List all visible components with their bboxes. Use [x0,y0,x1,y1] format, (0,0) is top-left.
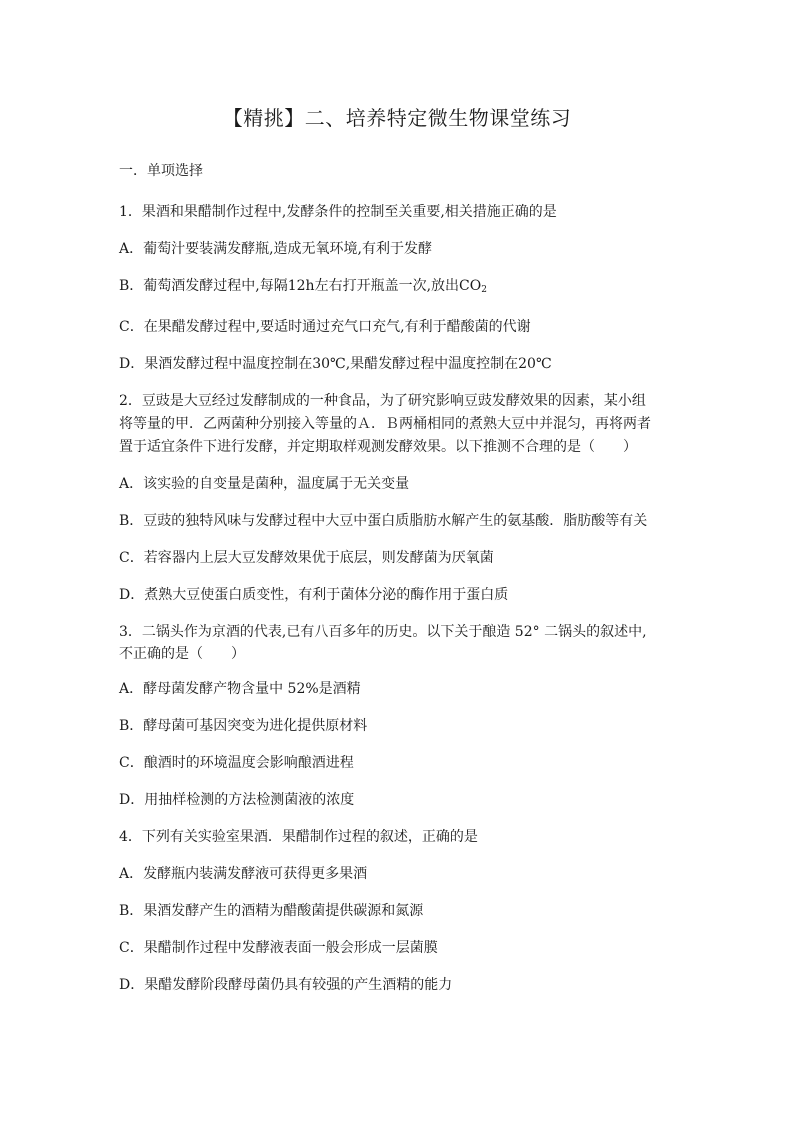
question-1-option-d: D．果酒发酵过程中温度控制在30℃,果醋发酵过程中温度控制在20℃ [119,356,552,372]
page-title: 【精挑】二、培养特定微生物课堂练习 [222,106,572,130]
question-list [119,201,679,1011]
question-3-stem [119,621,679,665]
question-1-option-b [119,275,679,301]
question-3-option-c: C．酿酒时的环境温度会影响酿酒进程 [119,755,354,771]
question-3-stem-line-2: 不正确的是（ ） [119,646,245,662]
question-3-option-a: A．酵母菌发酵产物含量中 52%是酒精 [119,681,361,697]
question-4-option-b: B．果酒发酵产生的酒精为醋酸菌提供碳源和氮源 [119,903,424,919]
question-2-option-d: D．煮熟大豆使蛋白质变性，有利于菌体分泌的酶作用于蛋白质 [119,587,509,603]
question-1-stem: 1．果酒和果醋制作过程中,发酵条件的控制至关重要,相关措施正确的是 [119,204,557,220]
question-2-option-a: A．该实验的自变量是菌种，温度属于无关变量 [119,476,410,492]
question-2-option-c: C．若容器内上层大豆发酵效果优于底层，则发酵菌为厌氧菌 [119,550,494,566]
question-4-option-d: D．果醋发酵阶段酵母菌仍具有较强的产生酒精的能力 [119,977,453,993]
question-2-option-b: B．豆豉的独特风味与发酵过程中大豆中蛋白质脂肪水解产生的氨基酸．脂肪酸等有关 [119,513,648,529]
question-2-stem [119,390,679,458]
question-3-option-b: B．酵母菌可基因突变为进化提供原材料 [119,718,368,734]
question-2-stem-line-3: 置于适宜条件下进行发酵，并定期取样观测发酵效果。以下推测不合理的是（ ） [119,439,637,455]
question-1-option-b-text: B．葡萄酒发酵过程中,每隔12h左右打开瓶盖一次,放出CO [119,278,482,294]
question-4-option-c: C．果醋制作过程中发酵液表面一般会形成一层菌膜 [119,940,438,956]
question-2-stem-line-1: 2．豆豉是大豆经过发酵制成的一种食品，为了研究影响豆豉发酵效果的因素，某小组 [119,393,646,409]
question-1-option-c: C．在果醋发酵过程中,要适时通过充气口充气,有利于醋酸菌的代谢 [119,319,531,335]
question-4-stem: 4．下列有关实验室果酒．果醋制作过程的叙述，正确的是 [119,829,478,845]
question-2-stem-line-2: 将等量的甲．乙两菌种分别接入等量的Ａ．Ｂ两桶相同的煮熟大豆中并混匀，再将两者 [119,416,651,432]
section-heading: 一．单项选择 [119,163,203,179]
question-1-option-a: A．葡萄汁要装满发酵瓶,造成无氧环境,有利于发酵 [119,241,433,257]
question-3-option-d: D．用抽样检测的方法检测菌液的浓度 [119,792,355,808]
question-1-option-b-subscript: 2 [481,285,487,295]
question-3-stem-line-1: 3．二锅头作为京酒的代表,已有八百多年的历史。以下关于酿造 52° 二锅头的叙述中, [119,624,647,640]
question-4-option-a: A．发酵瓶内装满发酵液可获得更多果酒 [119,866,368,882]
